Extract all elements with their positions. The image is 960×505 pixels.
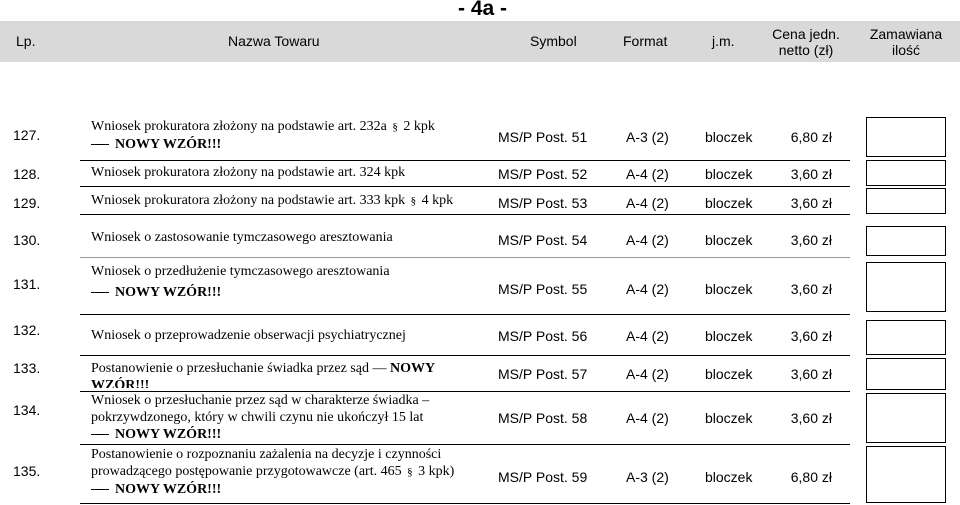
row-lp: 133. [13,360,41,376]
header-format: Format [623,33,668,49]
quantity-input-129[interactable] [866,188,946,214]
description-line: Wniosek prokuratora złożony na podstawie art. 232a § 2 kpk [91,119,435,134]
row-description [91,446,454,498]
row-format: A-4 (2) [626,366,669,382]
row-unit: bloczek [705,366,753,382]
row-unit: bloczek [705,166,753,182]
row-price: 3,60 zł [790,232,832,248]
page-title: - 4a - [458,0,508,20]
header-order [866,26,946,58]
header-price-line1: Cena jedn. [772,26,840,42]
row-lp: 130. [13,232,41,248]
quantity-input-131[interactable] [866,262,946,312]
row-description [91,263,390,301]
description-line: WZÓR!!! [91,378,150,388]
row-unit: bloczek [705,129,753,145]
quantity-input-135[interactable] [866,446,946,503]
quantity-input-133[interactable] [866,358,946,390]
header-order-line2: ilość [891,42,920,58]
row-format: A-4 (2) [626,281,669,297]
quantity-input-127[interactable] [866,117,946,157]
row-price: 6,80 zł [790,469,832,485]
row-symbol: MS/P Post. 57 [498,366,588,382]
row-unit: bloczek [705,469,753,485]
row-symbol: MS/P Post. 58 [498,410,588,426]
quantity-input-128[interactable] [866,160,946,186]
row-lp: 135. [13,463,41,479]
row-symbol: MS/P Post. 59 [498,469,588,485]
row-description [91,392,429,443]
nowy-wzor-label: NOWY WZÓR!!! [91,136,435,153]
header-unit: j.m. [712,33,735,49]
row-divider [80,160,850,161]
header-price [766,26,846,58]
quantity-input-130[interactable] [866,226,946,256]
description-line: Wniosek o przesłuchanie przez sąd w charakterze świadka – [91,393,430,408]
row-divider [80,214,850,215]
row-description: Wniosek o przeprowadzenie obserwacji psychiatrycznej [91,328,406,343]
row-unit: bloczek [705,410,753,426]
row-lp: 134. [13,402,41,418]
row-lp: 127. [13,127,41,143]
row-divider [80,355,850,356]
row-description: Wniosek prokuratora złożony na podstawie art. 333 kpk § 4 kpk [91,193,454,208]
row-symbol: MS/P Post. 54 [498,232,588,248]
row-lp: 129. [13,195,41,211]
row-symbol: MS/P Post. 55 [498,281,588,297]
quantity-input-132[interactable] [866,320,946,355]
row-unit: bloczek [705,328,753,344]
row-price: 3,60 zł [790,166,832,182]
row-symbol: MS/P Post. 53 [498,195,588,211]
row-lp: 128. [13,166,41,182]
row-unit: bloczek [705,281,753,297]
row-price: 3,60 zł [790,281,832,297]
row-unit: bloczek [705,195,753,211]
row-divider [80,503,850,504]
row-symbol: MS/P Post. 51 [498,129,588,145]
row-description [91,118,435,153]
description-line: Postanowienie o przesłuchanie świadka przez sąd — NOWY [91,361,436,376]
row-divider [80,444,850,445]
row-description: Wniosek o zastosowanie tymczasowego aresztowania [91,230,393,245]
row-price: 3,60 zł [790,366,832,382]
row-divider [80,257,850,258]
row-format: A-4 (2) [626,195,669,211]
row-symbol: MS/P Post. 52 [498,166,588,182]
header-price-line2: netto (zł) [778,42,834,58]
header-order-line1: Zamawiana [869,26,943,42]
row-lp: 132. [13,322,41,338]
row-format: A-4 (2) [626,232,669,248]
row-description [91,360,435,388]
quantity-input-134[interactable] [866,393,946,443]
header-lp: Lp. [16,33,36,49]
row-symbol: MS/P Post. 56 [498,328,588,344]
row-format: A-3 (2) [626,469,669,485]
nowy-wzor-label: NOWY WZÓR!!! [91,284,390,301]
row-format: A-3 (2) [626,129,669,145]
header-symbol: Symbol [530,33,577,49]
nowy-wzor-label: NOWY WZÓR!!! [91,481,454,498]
description-line: Postanowienie o rozpoznaniu zażalenia na decyzje i czynności [91,447,442,462]
nowy-wzor-label: NOWY WZÓR!!! [91,426,429,443]
header-name: Nazwa Towaru [228,33,320,49]
row-description: Wniosek prokuratora złożony na podstawie art. 324 kpk [91,165,406,180]
row-price: 3,60 zł [790,410,832,426]
row-format: A-4 (2) [626,328,669,344]
row-lp: 131. [13,276,41,292]
row-divider [80,314,850,315]
description-line: Wniosek o przedłużenie tymczasowego aresztowania [91,264,390,279]
description-line: prowadzącego postępowanie przygotowawcze (art. 465 § 3 kpk) [91,464,455,479]
row-unit: bloczek [705,232,753,248]
row-format: A-4 (2) [626,410,669,426]
row-price: 3,60 zł [790,328,832,344]
row-format: A-4 (2) [626,166,669,182]
row-price: 6,80 zł [790,129,832,145]
row-price: 3,60 zł [790,195,832,211]
row-divider [80,186,850,187]
description-line: pokrzywdzonego, który w chwili czynu nie ukończył 15 lat [91,410,424,425]
